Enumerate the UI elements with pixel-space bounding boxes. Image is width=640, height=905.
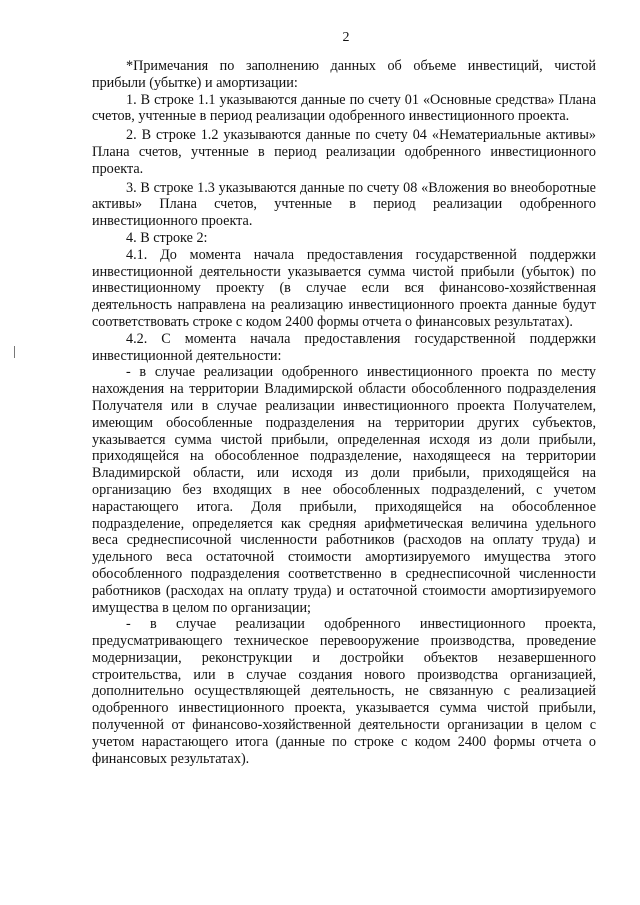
notes-heading: *Примечания по заполнению данных об объеме инвестиций, чистой прибыли (убытке) и амортизации:	[92, 58, 596, 91]
note-4-2-item-2: - в случае реализации одобренного инвестиционного проекта, предусматривающего техническое перевооружение производства, проведение модернизации, реконструкции и достройки объектов незавершенного строительства, или в случае создания нового производства организацией, дополнительно осуществляющей деятельность, не связанную с реализацией одобренного инвестиционного проекта, указывается сумма чистой прибыли, полученной от финансово-хозяйственной деятельности организации в целом с учетом нарастающего итога (данные по строке с кодом 2400 формы отчета о финансовых результатах).	[92, 616, 596, 767]
note-1: 1. В строке 1.1 указываются данные по счету 01 «Основные средства» Плана счетов, учтенные в период реализации одобренного инвестиционного проекта.	[92, 91, 596, 125]
note-3: 3. В строке 1.3 указываются данные по счету 08 «Вложения во внеоборотные активы» Плана счетов, учтенные в период реализации одобренного инвестиционного проекта.	[92, 179, 596, 230]
page-number: 2	[342, 30, 350, 45]
note-2: 2. В строке 1.2 указываются данные по счету 04 «Нематериальные активы» Плана счетов, учтенные в период реализации одобренного инвестиционного проекта.	[92, 127, 596, 177]
note-4-2: 4.2. С момента начала предоставления государственной поддержки инвестиционной деятельности:	[92, 330, 596, 364]
margin-mark	[14, 346, 15, 358]
document-body	[92, 58, 596, 767]
note-4: 4. В строке 2:	[126, 229, 208, 246]
note-4-2-item-1: - в случае реализации одобренного инвестиционного проекта по месту нахождения на территории Владимирской области обособленного подразделения Получателя или в случае реализации инвестиционного проекта Получателем, имеющим обособленные подразделения на территории других субъектов, указывается сумма чистой прибыли, определенная исходя из доли прибыли, приходящейся на обособленное подразделение, находящееся на территории Владимирской области, или исходя из доли прибыли, приходящейся на организацию без входящих в нее обособленных подразделений, с учетом нарастающего итога. Доля прибыли, приходящейся на обособленное подразделение, определяется как средняя арифметическая величина удельного веса среднесписочной численности работников (расходов на оплату труда) и удельного веса остаточной стоимости амортизируемого имущества этого обособленного подразделения соответственно в среднесписочной численности работников (расходах на оплату труда) и остаточной стоимости амортизируемого имущества в целом по организации;	[92, 364, 596, 616]
note-4-1: 4.1. До момента начала предоставления государственной поддержки инвестиционной деятельности указывается сумма чистой прибыли (убыток) по инвестиционному проекту (в случае если вся финансово-хозяйственная деятельность направлена на реализацию инвестиционного проекта данные будут соответствовать строке с кодом 2400 формы отчета о финансовых результатах).	[92, 246, 596, 330]
